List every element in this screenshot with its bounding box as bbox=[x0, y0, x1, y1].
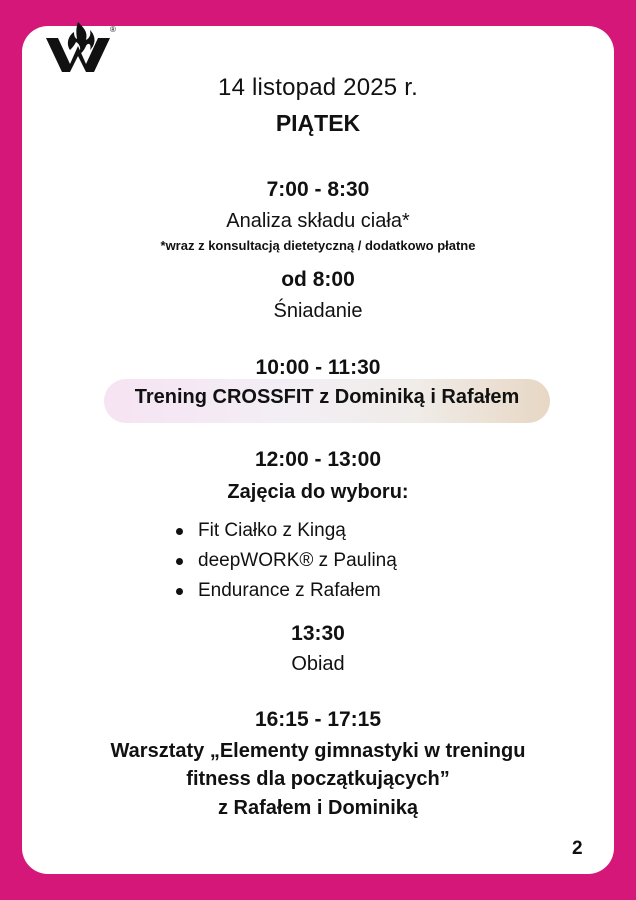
bullet-icon bbox=[176, 588, 183, 595]
bullet-icon bbox=[176, 528, 183, 535]
slot3-time: 10:00 - 11:30 bbox=[255, 356, 381, 379]
slot4-activity: Zajęcia do wyboru: bbox=[227, 481, 409, 503]
slot1-time: 7:00 - 8:30 bbox=[266, 178, 370, 201]
event-day: PIĄTEK bbox=[275, 110, 361, 136]
list-item bbox=[174, 546, 397, 576]
registered-mark: ® bbox=[110, 25, 116, 34]
slot2-activity: Śniadanie bbox=[273, 300, 363, 322]
option-label: Fit Ciałko z Kingą bbox=[198, 520, 346, 541]
page-number: 2 bbox=[572, 838, 583, 859]
list-item bbox=[174, 516, 397, 546]
flame-w-logo-icon bbox=[44, 20, 120, 76]
bullet-icon bbox=[176, 558, 183, 565]
slot5-time: 13:30 bbox=[291, 622, 345, 645]
slot6-line3: z Rafałem i Dominiką bbox=[217, 797, 419, 819]
options-list bbox=[174, 516, 397, 606]
list-item bbox=[174, 576, 397, 606]
slot6-line2: fitness dla początkujących” bbox=[186, 768, 450, 790]
slot4-time: 12:00 - 13:00 bbox=[254, 448, 382, 471]
slot3-activity: Trening CROSSFIT z Dominiką i Rafałem bbox=[134, 386, 520, 408]
option-label: Endurance z Rafałem bbox=[198, 580, 381, 601]
slot5-activity: Obiad bbox=[291, 653, 345, 675]
option-label: deepWORK® z Pauliną bbox=[198, 550, 397, 571]
slot1-note: *wraz z konsultacją dietetyczną / dodatkowo płatne bbox=[160, 238, 476, 253]
slot6-time: 16:15 - 17:15 bbox=[254, 708, 382, 731]
slot6-line1: Warsztaty „Elementy gimnastyki w treningu bbox=[110, 740, 526, 762]
event-date: 14 listopad 2025 r. bbox=[218, 74, 418, 101]
slot2-time: od 8:00 bbox=[281, 268, 355, 291]
slot1-activity: Analiza składu ciała* bbox=[226, 210, 410, 232]
